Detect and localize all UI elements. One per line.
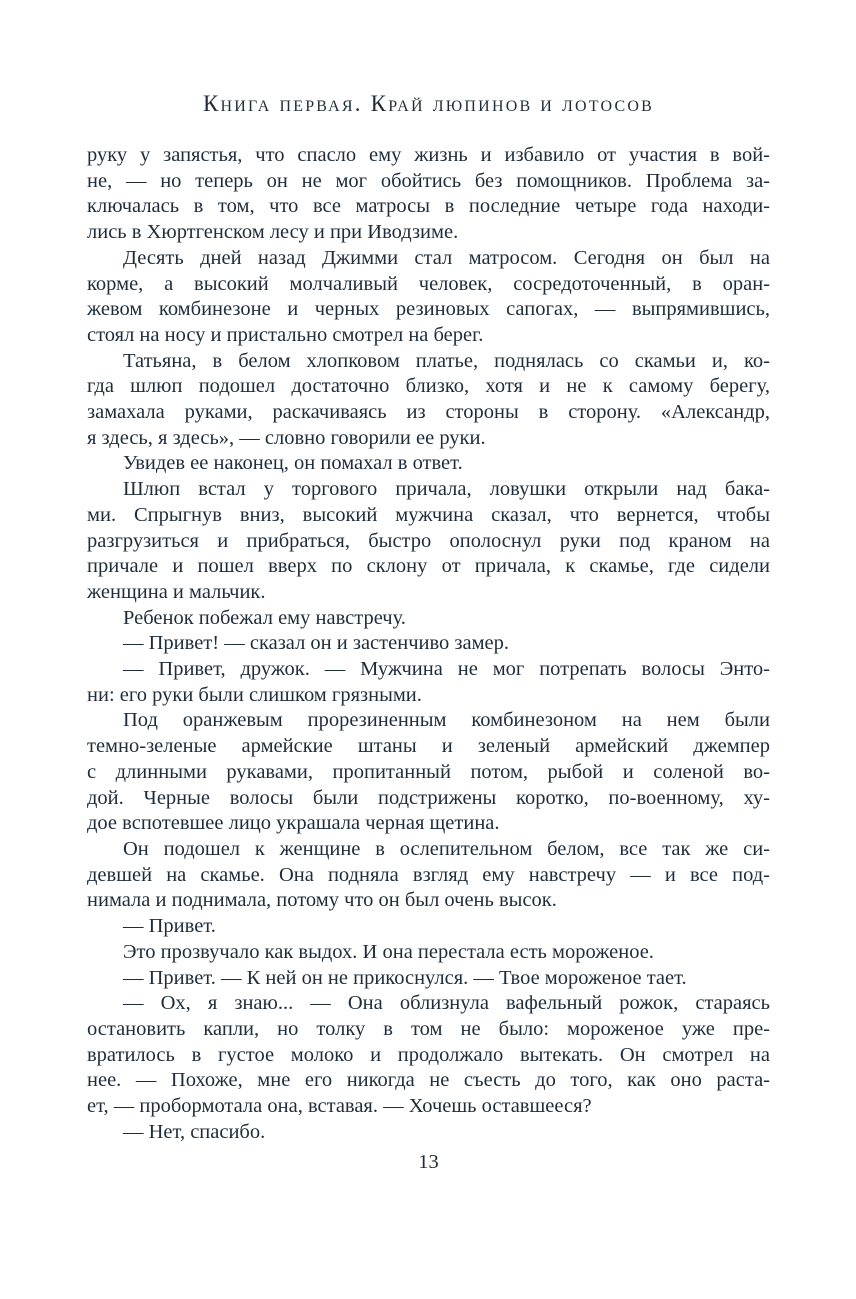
paragraph — [87, 477, 770, 606]
paragraph — [87, 837, 770, 914]
body-text — [87, 143, 770, 1145]
text-line: темно-зеленые армейские штаны и зеленый армейский джемпер — [87, 735, 770, 758]
text-line: — Привет! — сказал он и застенчиво замер. — [123, 632, 510, 655]
paragraph — [87, 631, 770, 657]
text-line: я здесь, я здесь», — словно говорили ее руки. — [87, 426, 486, 449]
paragraph — [87, 1120, 770, 1146]
paragraph — [87, 143, 770, 246]
text-line: женщина и мальчик. — [87, 580, 266, 603]
running-header: Книга первая. Край люпинов и лотосов — [203, 91, 654, 116]
text-line: ми. Спрыгнув вниз, высокий мужчина сказал, что вернется, чтобы — [87, 503, 770, 526]
text-line: — Привет. — К ней он не прикоснулся. — Твое мороженое тает. — [123, 966, 687, 989]
text-line: не, — но теперь он не мог обойтись без помощников. Проблема за- — [87, 169, 770, 192]
text-line: Под оранжевым прорезиненным комбинезоном на нем были — [123, 709, 770, 732]
text-line: дой. Черные волосы были подстрижены коротко, по-военному, ху- — [87, 786, 770, 809]
text-line: причале и пошел вверх по склону от причала, к скамье, где сидели — [87, 555, 770, 578]
text-line: разгрузиться и прибраться, быстро ополоснул руки под краном на — [87, 529, 770, 552]
paragraph — [87, 349, 770, 452]
text-line: Шлюп встал у торгового причала, ловушки открыли над бака- — [123, 478, 770, 501]
text-line: Татьяна, в белом хлопковом платье, поднялась со скамьи и, ко- — [123, 349, 770, 372]
text-line: Десять дней назад Джимми стал матросом. Сегодня он был на — [123, 246, 770, 269]
text-line: — Нет, спасибо. — [123, 1120, 266, 1143]
text-line: руку у запястья, что спасло ему жизнь и избавило от участия в вой- — [87, 144, 770, 166]
paragraph — [87, 451, 770, 477]
text-line: Он подошел к женщине в ослепительном белом, все так же си- — [123, 837, 770, 860]
text-line: замахала руками, раскачиваясь из стороны в сторону. «Александр, — [87, 401, 770, 424]
paragraph — [87, 246, 770, 349]
paragraph — [87, 657, 770, 708]
paragraph — [87, 606, 770, 632]
text-line: остановить капли, но толку в том не было: мороженое уже пре- — [87, 1017, 770, 1040]
text-line: стоял на носу и пристально смотрел на берег. — [87, 323, 484, 346]
text-line: ет, — пробормотала она, вставая. — Хочешь оставшееся? — [87, 1095, 592, 1118]
text-line: Ребенок побежал ему навстречу. — [123, 606, 406, 629]
text-line: — Привет. — [123, 915, 216, 938]
text-line: ни: его руки были слишком грязными. — [87, 683, 422, 706]
paragraph — [87, 708, 770, 837]
paragraph — [87, 940, 770, 966]
text-line: Это прозвучало как выдох. И она перестала есть мороженое. — [123, 940, 654, 963]
text-line: девшей на скамье. Она подняла взгляд ему навстречу — и все под- — [87, 863, 770, 886]
text-line: лись в Хюртгенском лесу и при Иводзиме. — [87, 221, 459, 244]
text-line: ключалась в том, что все матросы в последние четыре года находи- — [87, 195, 770, 218]
paragraph — [87, 914, 770, 940]
text-line: — Привет, дружок. — Мужчина не мог потрепать волосы Энто- — [123, 658, 770, 681]
paragraph — [87, 991, 770, 1120]
text-line: жевом комбинезоне и черных резиновых сапогах, — выпрямившись, — [87, 298, 770, 321]
text-line: Увидев ее наконец, он помахал в ответ. — [123, 452, 463, 475]
text-line: нимала и поднимала, потому что он был очень высок. — [87, 889, 557, 912]
text-line: дое вспотевшее лицо украшала черная щетина. — [87, 812, 500, 835]
page-number: 13 — [418, 1151, 439, 1173]
text-line: корме, а высокий молчаливый человек, сосредоточенный, в оран- — [87, 272, 770, 295]
paragraph — [87, 966, 770, 992]
text-line: вратилось в густое молоко и продолжало вытекать. Он смотрел на — [87, 1043, 770, 1066]
text-line: нее. — Похоже, мне его никогда не съесть до того, как оно раста- — [87, 1069, 770, 1092]
text-line: гда шлюп подошел достаточно близко, хотя и не к самому берегу, — [87, 375, 770, 398]
text-line: — Ох, я знаю... — Она облизнула вафельный рожок, стараясь — [123, 992, 770, 1015]
text-line: с длинными рукавами, пропитанный потом, рыбой и соленой во- — [87, 760, 770, 783]
